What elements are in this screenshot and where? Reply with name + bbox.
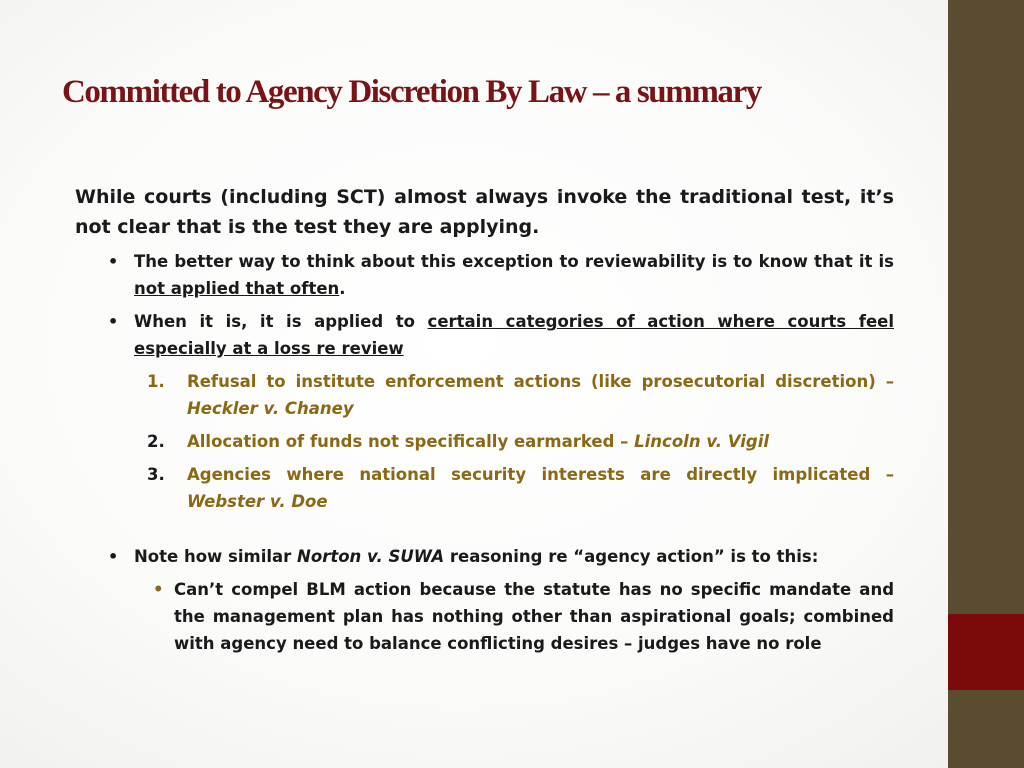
bullet-underlined-text: not applied that often [134,279,340,298]
case-name: Norton v. SUWA [297,547,445,566]
bullet-text: Note how similar [134,547,298,566]
bullet-dot-icon: • [108,252,119,271]
list-number: 3. [147,465,165,484]
side-accent-block [948,614,1024,690]
bullet-dot-icon: • [108,312,119,331]
bullet-text-end: reasoning re “agency action” is to this: [444,547,819,566]
bullet-categories [75,308,894,362]
bullet-text-end: . [339,279,346,298]
list-text: Refusal to institute enforcement actions (like prosecutorial discretion) – [187,372,894,391]
list-item-enforcement [75,368,894,422]
list-item-funds [75,428,894,455]
list-number: 2. [147,432,165,451]
case-name: Webster v. Doe [187,492,328,511]
list-item-security [75,461,894,515]
bullet-text: When it is, it is applied to [134,312,428,331]
sub-bullet-blm [75,576,894,657]
list-text: Allocation of funds not specifically earmarked – [187,432,635,451]
bullet-text: The better way to think about this exception to reviewability is to know that it is [134,252,894,271]
list-text: Agencies where national security interests are directly implicated – [187,465,894,484]
spacer [75,521,894,543]
slide-body [75,182,894,663]
slide-title: Committed to Agency Discretion By Law – a summary [62,74,761,110]
list-number: 1. [147,372,165,391]
bullet-dot-icon: • [108,547,119,566]
case-name: Lincoln v. Vigil [634,432,770,451]
lead-paragraph: While courts (including SCT) almost always invoke the traditional test, it’s not clear that is the test they are applying. [75,186,894,238]
bullet-dot-icon: • [153,580,164,599]
sub-bullet-text: Can’t compel BLM action because the statute has no specific mandate and the management plan has nothing other than aspirational goals; combined with agency need to balance conflicting desires – judges have no role [174,580,894,653]
case-name: Heckler v. Chaney [187,399,354,418]
bullet-underlined-text: certain categories of action where courts feel especially at a loss re review [134,312,894,358]
bullet-reviewability [75,248,894,302]
bullet-norton [75,543,894,570]
